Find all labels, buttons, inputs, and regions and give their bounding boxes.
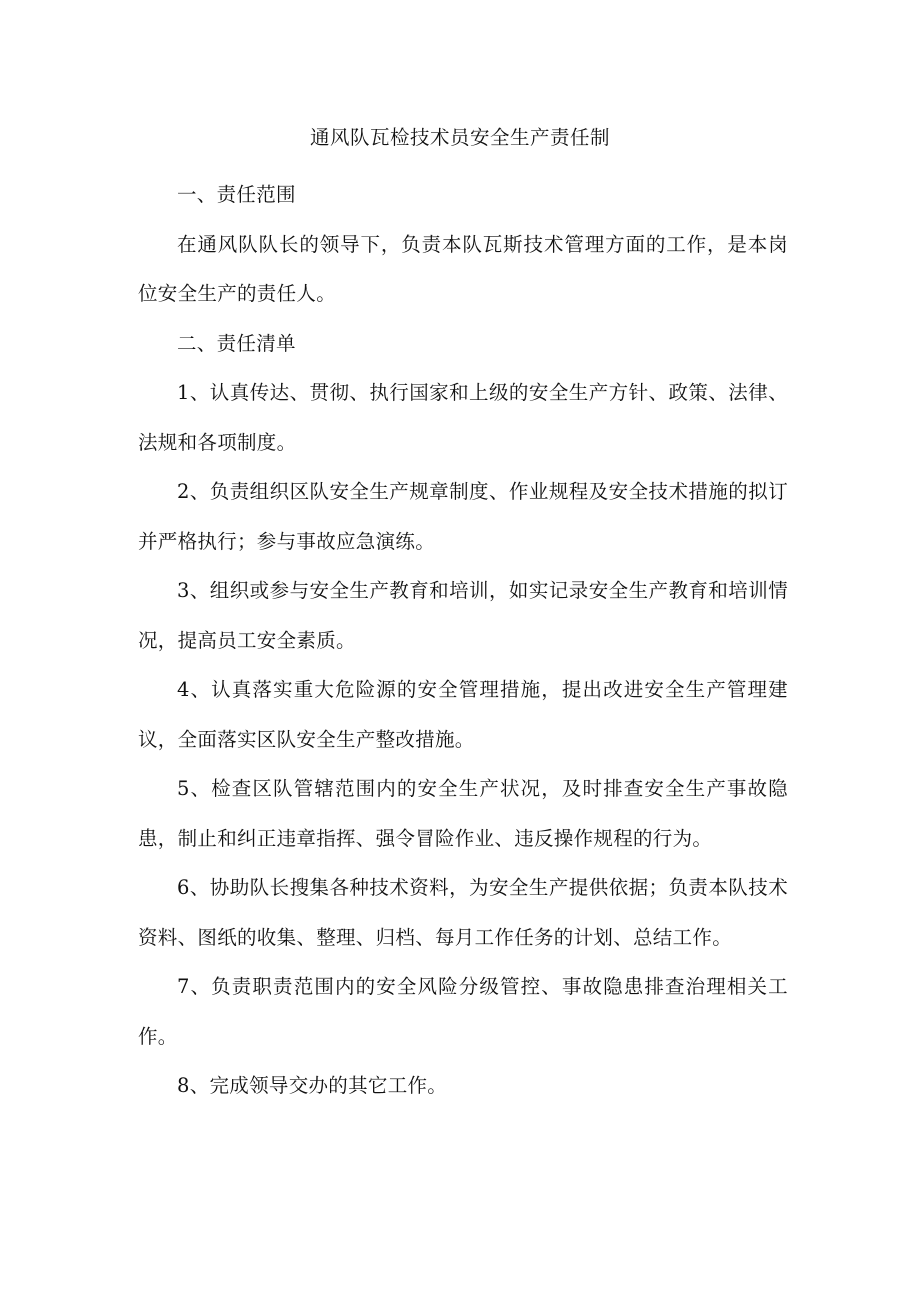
list-item: 4、认真落实重大危险源的安全管理措施，提出改进安全生产管理建议，全面落实区队安全生产整改措施。 bbox=[138, 678, 788, 751]
section-heading-list: 二、责任清单 bbox=[177, 331, 296, 355]
list-item: 6、协助队长搜集各种技术资料，为安全生产提供依据；负责本队技术资料、图纸的收集、整理、归档、每月工作任务的计划、总结工作。 bbox=[138, 876, 788, 949]
list-item: 5、检查区队管辖范围内的安全生产状况，及时排查安全生产事故隐患，制止和纠正违章指挥、强令冒险作业、违反操作规程的行为。 bbox=[138, 777, 788, 850]
list-item: 2、负责组织区队安全生产规章制度、作业规程及安全技术措施的拟订并严格执行；参与事故应急演练。 bbox=[138, 480, 788, 553]
document-title: 通风队瓦检技术员安全生产责任制 bbox=[309, 126, 610, 149]
paragraph-scope-text: 在通风队队长的领导下，负责本队瓦斯技术管理方面的工作，是本岗位安全生产的责任人。 bbox=[138, 232, 788, 305]
section-heading-scope: 一、责任范围 bbox=[177, 183, 296, 206]
list-item: 1、认真传达、贯彻、执行国家和上级的安全生产方针、政策、法律、法规和各项制度。 bbox=[138, 381, 788, 454]
list-item: 8、完成领导交办的其它工作。 bbox=[177, 1074, 448, 1097]
list-item: 7、负责职责范围内的安全风险分级管控、事故隐患排查治理相关工作。 bbox=[138, 975, 788, 1048]
list-item: 3、组织或参与安全生产教育和培训，如实记录安全生产教育和培训情况，提高员工安全素质。 bbox=[138, 579, 788, 652]
document-body bbox=[138, 170, 788, 1111]
